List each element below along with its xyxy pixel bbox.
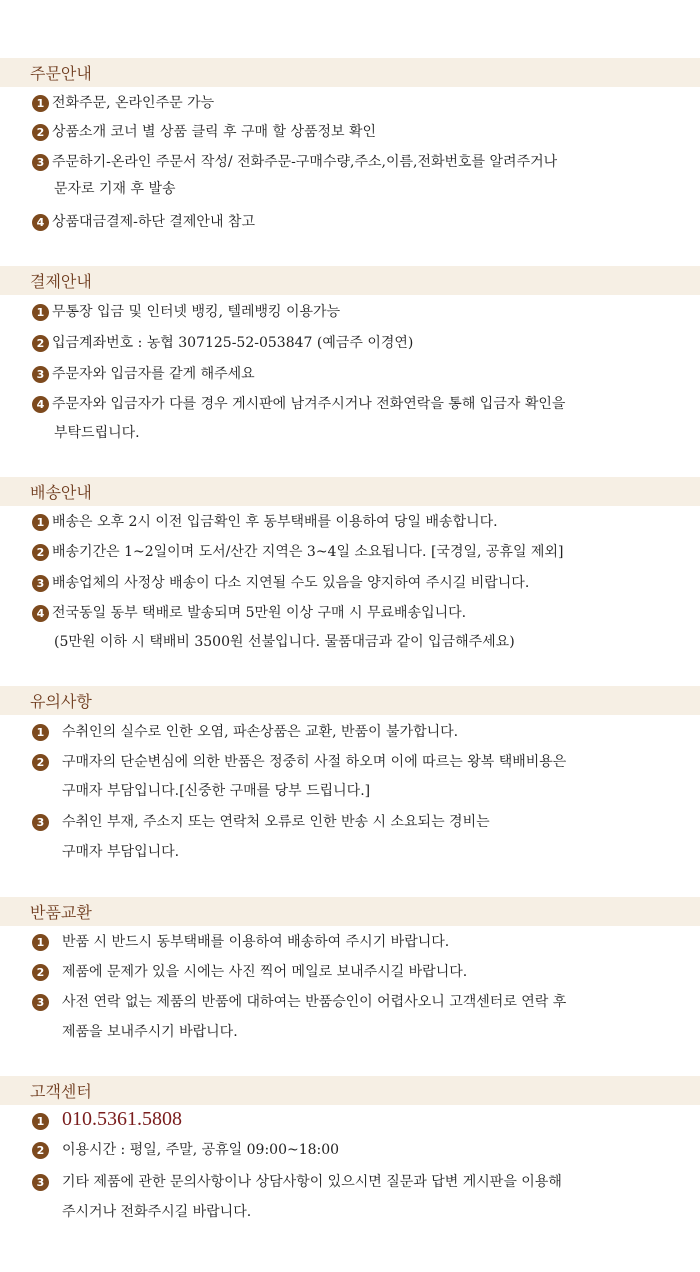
support-header: 고객센터 bbox=[0, 1076, 700, 1105]
payment-item-2-text: 입금계좌번호 : 농협 307125-52-053847 (예금주 이경연) bbox=[52, 335, 414, 351]
phone-number[interactable]: 010.5361.5808 bbox=[62, 1108, 182, 1130]
number-3-icon: 3 bbox=[32, 994, 49, 1011]
number-1-icon: 1 bbox=[32, 304, 49, 321]
support-item-2-text: 이용시간 : 평일, 주말, 공휴일 09:00~18:00 bbox=[62, 1142, 340, 1158]
returns-section bbox=[0, 897, 700, 1040]
notice-item-3-cont: 구매자 부담입니다. bbox=[62, 844, 180, 860]
number-2-icon: 2 bbox=[32, 964, 49, 981]
order-item-4-text: 상품대금결제-하단 결제안내 참고 bbox=[52, 214, 255, 230]
number-4-icon: 4 bbox=[32, 605, 49, 622]
support-item-3-text: 기타 제품에 관한 문의사항이나 상담사항이 있으시면 질문과 답변 게시판을 이용해 bbox=[62, 1174, 562, 1190]
delivery-item-1-text: 배송은 오후 2시 이전 입금확인 후 동부택배를 이용하여 당일 배송합니다. bbox=[52, 514, 498, 530]
delivery-section bbox=[0, 477, 700, 650]
delivery-item-3-text: 배송업체의 사정상 배송이 다소 지연될 수도 있음을 양지하여 주시길 비랍니다. bbox=[52, 575, 530, 591]
number-1-icon: 1 bbox=[32, 724, 49, 741]
number-2-icon: 2 bbox=[32, 754, 49, 771]
returns-item-3-cont: 제품을 보내주시기 바랍니다. bbox=[62, 1024, 238, 1040]
delivery-header: 배송안내 bbox=[0, 477, 700, 506]
payment-header: 결제안내 bbox=[0, 266, 700, 295]
notice-section bbox=[0, 686, 700, 860]
order-section bbox=[0, 58, 700, 230]
number-3-icon: 3 bbox=[32, 366, 49, 383]
delivery-item-4-cont: (5만원 이하 시 택배비 3500원 선불입니다. 물품대금과 같이 입금해주세요) bbox=[54, 634, 515, 650]
returns-item-3-text: 사전 연락 없는 제품의 반품에 대하여는 반품승인이 어렵사오니 고객센터로 연락 후 bbox=[62, 994, 567, 1010]
payment-item-4-cont: 부탁드립니다. bbox=[54, 425, 140, 441]
notice-item-1-text: 수취인의 실수로 인한 오염, 파손상품은 교환, 반품이 불가합니다. bbox=[62, 724, 459, 740]
order-item-3-text: 주문하기-온라인 주문서 작성/ 전화주문-구매수량,주소,이름,전화번호를 알려주거나 bbox=[52, 154, 558, 170]
returns-item-2-text: 제품에 문제가 있을 시에는 사진 찍어 메일로 보내주시길 바랍니다. bbox=[62, 964, 468, 980]
payment-item-4-text: 주문자와 입금자가 다를 경우 게시판에 남겨주시거나 전화연락을 통해 입금자 확인을 bbox=[52, 396, 566, 412]
number-2-icon: 2 bbox=[32, 1142, 49, 1159]
number-1-icon: 1 bbox=[32, 1113, 49, 1130]
order-header: 주문안내 bbox=[0, 58, 700, 87]
number-3-icon: 3 bbox=[32, 154, 49, 171]
notice-item-3-text: 수취인 부재, 주소지 또는 연락처 오류로 인한 반송 시 소요되는 경비는 bbox=[62, 814, 490, 830]
returns-item-1-text: 반품 시 반드시 동부택배를 이용하여 배송하여 주시기 바랍니다. bbox=[62, 934, 450, 950]
returns-header: 반품교환 bbox=[0, 897, 700, 926]
number-1-icon: 1 bbox=[32, 514, 49, 531]
number-2-icon: 2 bbox=[32, 335, 49, 352]
notice-header: 유의사항 bbox=[0, 686, 700, 715]
number-3-icon: 3 bbox=[32, 575, 49, 592]
delivery-item-2-text: 배송기간은 1~2일이며 도서/산간 지역은 3~4일 소요됩니다. [국경일, 공휴일 제외] bbox=[52, 544, 564, 560]
order-item-2-text: 상품소개 코너 별 상품 클릭 후 구매 할 상품정보 확인 bbox=[52, 124, 377, 140]
support-section bbox=[0, 1076, 700, 1220]
payment-item-1-text: 무통장 입금 및 인터넷 뱅킹, 텔레뱅킹 이용가능 bbox=[52, 304, 341, 320]
number-3-icon: 3 bbox=[32, 814, 49, 831]
number-1-icon: 1 bbox=[32, 934, 49, 951]
payment-section bbox=[0, 266, 700, 441]
number-1-icon: 1 bbox=[32, 95, 49, 112]
delivery-item-4-text: 전국동일 동부 택배로 발송되며 5만원 이상 구매 시 무료배송입니다. bbox=[52, 605, 467, 621]
number-2-icon: 2 bbox=[32, 124, 49, 141]
number-2-icon: 2 bbox=[32, 544, 49, 561]
number-3-icon: 3 bbox=[32, 1174, 49, 1191]
support-item-3-cont: 주시거나 전화주시길 바랍니다. bbox=[62, 1204, 252, 1220]
number-4-icon: 4 bbox=[32, 214, 49, 231]
notice-item-2-text: 구매자의 단순변심에 의한 반품은 정중히 사절 하오며 이에 따르는 왕복 택배비용은 bbox=[62, 754, 567, 770]
number-4-icon: 4 bbox=[32, 396, 49, 413]
order-item-1-text: 전화주문, 온라인주문 가능 bbox=[52, 95, 215, 111]
notice-item-2-cont: 구매자 부담입니다.[신중한 구매를 당부 드립니다.] bbox=[62, 783, 371, 799]
payment-item-3-text: 주문자와 입금자를 같게 해주세요 bbox=[52, 366, 255, 382]
order-item-3-cont: 문자로 기재 후 발송 bbox=[54, 181, 176, 197]
